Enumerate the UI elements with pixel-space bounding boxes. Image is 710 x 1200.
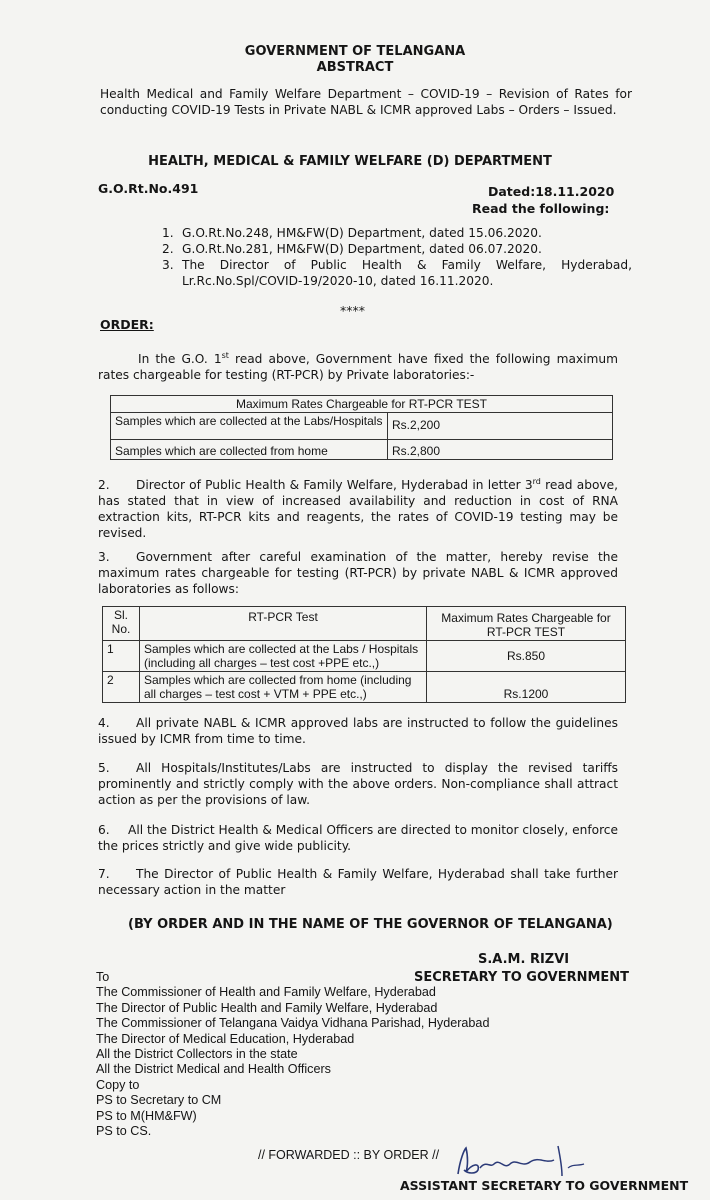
para6-number: 6. [98,823,110,837]
table-row [103,641,626,672]
para2-text-start: Director of Public Health & Family Welfare, Hyderabad in letter 3 [136,478,533,493]
addressee-line: PS to M(HM&FW) [96,1108,197,1123]
para4-number: 4. [98,716,110,730]
read-following: Read the following: [472,201,610,216]
para1-superscript: st [221,351,229,360]
addressee-line: All the District Collectors in the state [96,1047,298,1062]
para2-number: 2. [98,478,110,493]
addressee-line: PS to CS. [96,1124,152,1139]
order-paragraph-7 [98,866,618,898]
old-rates-title: Maximum Rates Chargeable for RT-PCR TEST [111,396,613,413]
reference-number: 3. [162,258,174,272]
addressee-line: Copy to [96,1077,140,1092]
para2-text-end: read above, has stated that in view of increased availability and reduction in cost of RNA extraction kits, RT-PCR kits and reagents, the rates of COVID-19 testing may be revised. [98,478,618,541]
order-paragraph-6 [98,822,618,854]
signatory-title: SECRETARY TO GOVERNMENT [414,970,630,985]
subject-text: Health Medical and Family Welfare Department – COVID-19 – Revision of Rates for conducting COVID-19 Tests in Private NABL & ICMR approved Labs – Orders – Issued. [100,87,632,117]
para1-text-end: read above, Government have fixed the following maximum rates chargeable for testing (RT-PCR) by Private laboratories:- [98,352,618,383]
para6-text: All the District Health & Medical Officers are directed to monitor closely, enforce the prices strictly and give wide publicity. [98,823,619,853]
reference-text: The Director of Public Health & Family Welfare, Hyderabad, Lr.Rc.No.Spl/COVID-19/2020-10, dated 16.11.2020. [182,258,632,288]
para7-number: 7. [98,867,110,881]
reference-list [162,225,632,289]
list-item [162,225,632,241]
go-date: Dated:18.11.2020 [488,184,615,199]
reference-number: 1. [162,226,174,240]
order-heading: ORDER: [100,317,154,332]
addressee-line: The Director of Public Health and Family Welfare, Hyderabad [96,1000,438,1015]
assistant-secretary-line: ASSISTANT SECRETARY TO GOVERNMENT [400,1178,689,1193]
old-rate-value: Rs.2,800 [388,440,613,460]
para3-text: Government after careful examination of the matter, hereby revise the maximum rates chargeable for testing (RT-PCR) by private NABL & ICMR approved laboratories as follows: [98,550,618,596]
governor-line: (BY ORDER AND IN THE NAME OF THE GOVERNOR OF TELANGANA) [128,917,613,932]
reference-text: G.O.Rt.No.281, HM&FW(D) Department, dated 06.07.2020. [182,242,542,256]
reference-number: 2. [162,242,174,256]
row-rate: Rs.1200 [427,672,626,703]
row-test: Samples which are collected from home (including all charges – test cost + VTM + PPE etc.,) [140,672,427,703]
addressee-line: The Commissioner of Telangana Vaidya Vidhana Parishad, Hyderabad [96,1016,490,1031]
old-rate-value: Rs.2,200 [388,413,613,440]
old-rate-description: Samples which are collected from home [111,440,388,460]
table-row [111,440,613,460]
order-paragraph-3 [98,549,618,597]
revised-rates-table [102,606,626,703]
para5-text: All Hospitals/Institutes/Labs are instructed to display the revised tariffs prominently and strictly comply with the above orders. Non-compliance shall attract action as per the provisions of law. [98,761,618,807]
list-item [162,257,632,289]
addressee-list [96,970,576,1139]
para5-number: 5. [98,761,110,775]
reference-text: G.O.Rt.No.248, HM&FW(D) Department, dated 15.06.2020. [182,226,542,240]
row-sl-no: 1 [103,641,140,672]
government-heading: GOVERNMENT OF TELANGANA [244,44,466,59]
order-paragraph-2 [98,474,618,541]
separator-stars: **** [340,303,365,318]
para3-number: 3. [98,550,110,564]
addressee-line: To [96,970,110,984]
order-paragraph-4 [98,715,618,747]
header-test: RT-PCR Test [140,607,427,641]
header-sl-no: Sl. No. [103,607,140,641]
signatory-name: S.A.M. RIZVI [478,952,570,967]
order-paragraph-5 [98,760,618,808]
old-rate-description: Samples which are collected at the Labs/Hospitals [111,413,388,440]
row-sl-no: 2 [103,672,140,703]
addressee-line: PS to Secretary to CM [96,1093,222,1108]
addressee-line: All the District Medical and Health Officers [96,1062,331,1077]
old-rates-table [110,395,613,460]
row-rate: Rs.850 [427,641,626,672]
addressee-line: The Commissioner of Health and Family Welfare, Hyderabad [96,985,436,1000]
forwarded-line: // FORWARDED :: BY ORDER // [258,1148,440,1162]
abstract-heading: ABSTRACT [316,60,394,75]
para4-text: All private NABL & ICMR approved labs are instructed to follow the guidelines issued by ICMR from time to time. [98,716,618,746]
para1-text-start: In the G.O. 1 [138,352,222,367]
table-row [111,413,613,440]
table-header-row [103,607,626,641]
handwritten-signature [450,1142,610,1182]
department-heading: HEALTH, MEDICAL & FAMILY WELFARE (D) DEPARTMENT [148,154,552,169]
para7-text: The Director of Public Health & Family Welfare, Hyderabad shall take further necessary action in the matter [98,867,618,897]
table-row [103,672,626,703]
para2-superscript: rd [532,477,541,486]
addressee-line: The Director of Medical Education, Hyderabad [96,1031,355,1046]
header-max-rate: Maximum Rates Chargeable for RT-PCR TEST [427,607,626,641]
list-item [162,241,632,257]
order-paragraph-1 [98,348,618,383]
row-test: Samples which are collected at the Labs / Hospitals (including all charges – test cost +PPE etc.,) [140,641,427,672]
go-number: G.O.Rt.No.491 [98,181,199,196]
